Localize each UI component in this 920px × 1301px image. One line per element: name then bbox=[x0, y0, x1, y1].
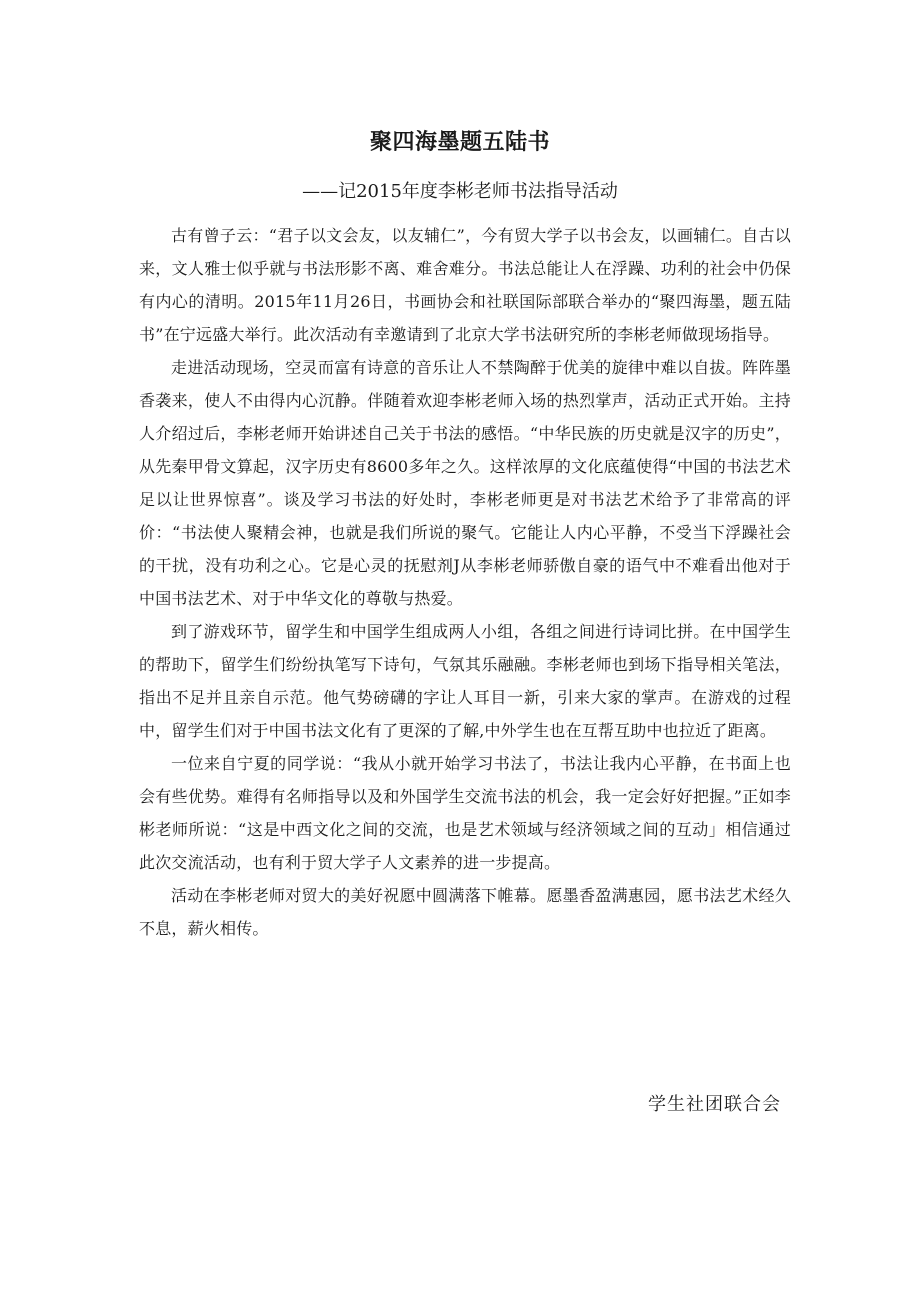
paragraph-game: 到了游戏环节，留学生和中国学生组成两人小组，各组之间进行诗词比拼。在中国学生的帮助下，留学生们纷纷执笔写下诗句，气氛其乐融融。李彬老师也到场下指导相关笔法，指出不足并且亲自示范。他气势磅礴的字让人耳目一新，引来大家的掌声。在游戏的过程中，留学生们对于中国书法文化有了更深的了解,中外学生也在互帮互助中也拉近了距离。 bbox=[139, 622, 791, 740]
paragraph-lecture: 走进活动现场，空灵而富有诗意的音乐让人不禁陶醉于优美的旋律中难以自拔。阵阵墨香袭来，使人不由得内心沉静。伴随着欢迎李彬老师入场的热烈掌声，活动正式开始。主持人介绍过后，李彬老师开始讲述自己关于书法的感悟。“中华民族的历史就是汉字的历史”，从先秦甲骨文算起，汉字历史有8600多年之久。这样浓厚的文化底蕴使得“中国的书法艺术足以让世界惊喜”。谈及学习书法的好处时，李彬老师更是对书法艺术给予了非常高的评价：“书法使人聚精会神，也就是我们所说的聚气。它能让人内心平静，不受当下浮躁社会的干扰，没有功利之心。它是心灵的抚慰剂J从李彬老师骄傲自豪的语气中不难看出他对于中国书法艺术、对于中华文化的尊敬与热爱。 bbox=[139, 358, 791, 608]
paragraph-intro: 古有曾子云：“君子以文会友，以友辅仁”，今有贸大学子以书会友，以画辅仁。自古以来，文人雅士似乎就与书法形影不离、难舍难分。书法总能让人在浮躁、功利的社会中仍保有内心的清明。2015年11月26日，书画协会和社联国际部联合举办的“聚四海墨，题五陆书”在宁远盛大举行。此次活动有幸邀请到了北京大学书法研究所的李彬老师做现场指导。 bbox=[139, 226, 791, 344]
document-subtitle: ——记2015年度李彬老师书法指导活动 bbox=[302, 181, 618, 202]
paragraph-closing: 活动在李彬老师对贸大的美好祝愿中圆满落下帷幕。愿墨香盈满惠园，愿书法艺术经久不息，薪火相传。 bbox=[139, 886, 791, 938]
document-body bbox=[139, 219, 791, 945]
paragraph-student-quote: 一位来自宁夏的同学说：“我从小就开始学习书法了，书法让我内心平静，在书面上也会有些优势。难得有名师指导以及和外国学生交流书法的机会，我一定会好好把握。”正如李彬老师所说：“这是中西文化之间的交流，也是艺术领域与经济领域之间的互动」相信通过此次交流活动，也有利于贸大学子人文素养的进一步提高。 bbox=[139, 754, 791, 872]
signature: 学生社团联合会 bbox=[648, 1094, 781, 1115]
document-title: 聚四海墨题五陆书 bbox=[369, 130, 550, 155]
